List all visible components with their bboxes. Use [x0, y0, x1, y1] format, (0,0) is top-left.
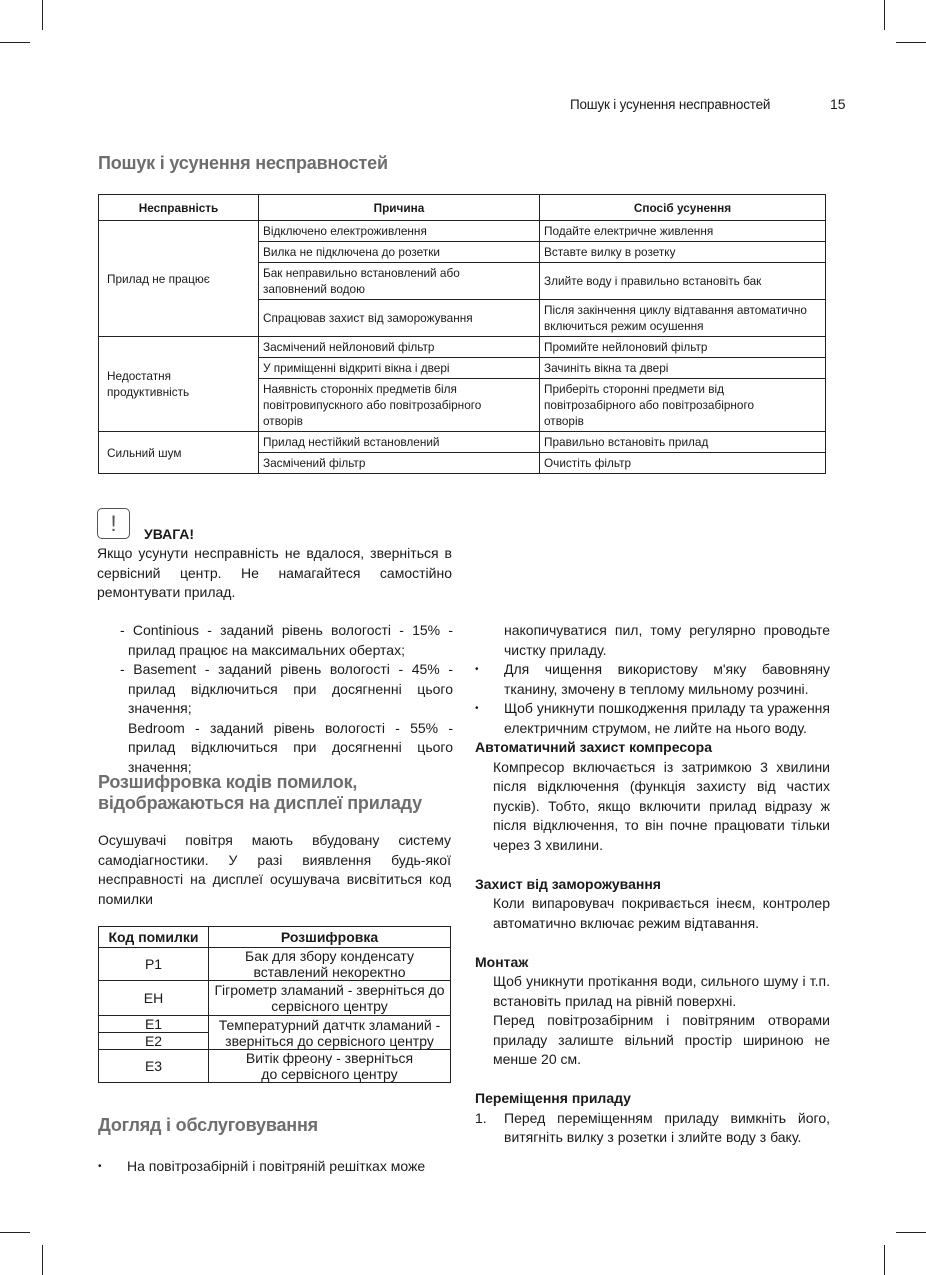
exclamation-icon: ! — [97, 508, 130, 539]
code-cell: EH — [99, 981, 209, 1016]
troubleshooting-table — [98, 194, 826, 474]
table-row — [99, 432, 826, 453]
fix-cell: Подайте електричне живлення — [540, 221, 826, 242]
meaning-cell: Гігрометр зламаний - зверніться до сервісного центру — [209, 981, 451, 1016]
table-header-row — [99, 927, 451, 948]
numbered-item — [475, 1109, 830, 1148]
fix-cell: Очистіть фільтр — [540, 453, 826, 474]
subheading-install: Монтаж — [475, 953, 529, 970]
fix-cell: Вставте вилку в розетку — [540, 242, 826, 263]
running-header: Пошук і усунення несправностей — [570, 97, 771, 112]
cause-cell: Бак неправильно встановлений або заповнений водою — [259, 263, 540, 300]
table-row — [99, 1050, 451, 1083]
install-text-2: Перед повітрозабірним і повітряним отворами приладу залиште вільний простір шириною не менше 20 см. — [493, 1012, 830, 1067]
issue-cell: Прилад не працює — [99, 221, 259, 337]
crop-mark — [884, 0, 885, 30]
fix-cell: Зачиніть вікна та двері — [540, 358, 826, 379]
warning-text: Якщо усунути несправність не вдалося, зверніться в сервісний центр. Не намагайтеся самостійно ремонтувати прилад. — [97, 545, 452, 600]
crop-mark — [0, 1232, 30, 1233]
list-item-continued — [475, 621, 830, 660]
fix-cell: Правильно встановіть прилад — [540, 432, 826, 453]
column-header: Несправність — [99, 195, 259, 221]
mode-item: - Basement - заданий рівень вологості - 45% - прилад відключиться при досягненні цього значення; — [120, 661, 453, 716]
table-row — [99, 981, 451, 1016]
table-header-row — [99, 195, 826, 221]
table-row — [99, 948, 451, 981]
issue-cell: Сильний шум — [99, 432, 259, 474]
code-cell: E3 — [99, 1050, 209, 1083]
list-item — [475, 699, 830, 738]
table-row — [99, 1016, 451, 1033]
crop-mark — [42, 0, 43, 30]
column-header: Спосіб усунення — [540, 195, 826, 221]
title-line: відображаються на дисплеї приладу — [98, 793, 422, 813]
care-bullet-first — [98, 1157, 453, 1177]
subheading-compressor: Автоматичний захист компресора — [475, 739, 712, 755]
cause-cell: Засмічений фільтр — [259, 453, 540, 474]
bullet-text: Для чищення використову м'яку бавовняну тканину, змочену в теплому мильному розчині. — [504, 661, 830, 697]
meaning-cell: Температурний датчтк зламаний - зверніться до сервісного центру — [209, 1016, 451, 1050]
fix-cell: Приберіть сторонні предмети від повітрозабірного або повітрозабірного отворів — [540, 379, 826, 432]
bullet-icon: • — [475, 664, 479, 675]
column-header: Розшифровка — [209, 927, 451, 948]
list-item — [475, 660, 830, 699]
cause-cell: Вилка не підключена до розетки — [259, 242, 540, 263]
crop-mark — [0, 42, 30, 43]
code-cell: P1 — [99, 948, 209, 981]
code-cell: E2 — [99, 1033, 209, 1050]
warning-title: УВАГА! — [144, 526, 195, 542]
issue-cell: Недостатня продуктивність — [99, 337, 259, 432]
error-codes-table — [98, 926, 451, 1083]
section-title-error-codes — [98, 772, 422, 814]
bullet-icon: • — [475, 703, 479, 714]
column-header: Код помилки — [99, 927, 209, 948]
item-number: 1. — [475, 1109, 487, 1126]
table-row — [99, 337, 826, 358]
crop-mark — [896, 1232, 926, 1233]
bullet-icon: • — [98, 1161, 102, 1172]
crop-mark — [884, 1245, 885, 1275]
humidity-modes-list — [120, 621, 453, 777]
meaning-cell: Бак для збору конденсату вставлений некоректно — [209, 948, 451, 981]
fix-cell: Після закінчення циклу відтавання автоматично включиться режим осушення — [540, 300, 826, 337]
cause-cell: Засмічений нейлоновий фільтр — [259, 337, 540, 358]
section-title-troubleshooting: Пошук і усунення несправностей — [98, 153, 388, 173]
fix-cell: Промийте нейлоновий фільтр — [540, 337, 826, 358]
freeze-text: Коли випаровувач покривається інеєм, контролер автоматично включає режим відтавання. — [493, 895, 830, 931]
bullet-text: На повітрозабірній і повітряній решітках може — [127, 1158, 426, 1174]
bullet-text: Щоб уникнути пошкодження приладу та ураження електричним струмом, не лийте на нього воду. — [504, 700, 830, 736]
meaning-cell: Витік фреону - зверніться до сервісного центру — [209, 1050, 451, 1083]
install-text-1: Щоб уникнути протікання води, сильного шуму і т.п. встановіть прилад на рівній поверхні. — [493, 973, 830, 1009]
item-text: Перед переміщенням приладу вимкніть його, витягніть вилку з розетки і злийте воду з баку. — [504, 1109, 830, 1145]
code-cell: E1 — [99, 1016, 209, 1033]
bullet-text: накопичуватися пил, тому регулярно проводьте чистку приладу. — [504, 622, 830, 658]
table-row — [99, 221, 826, 242]
title-line: Розшифровка кодів помилок, — [98, 772, 358, 792]
cause-cell: У приміщенні відкриті вікна і двері — [259, 358, 540, 379]
cause-cell: Прилад нестійкий встановлений — [259, 432, 540, 453]
cause-cell: Спрацював захист від заморожування — [259, 300, 540, 337]
list-item — [98, 1157, 453, 1177]
error-codes-intro: Осушувачі повітря мають вбудовану систему самодіагностики. У разі виявлення будь-якої несправності на дисплеї осушувача висвітиться код помилки — [98, 832, 451, 907]
crop-mark — [42, 1245, 43, 1275]
cause-cell: Відключено електроживлення — [259, 221, 540, 242]
fix-cell: Злийте воду і правильно встановіть бак — [540, 263, 826, 300]
compressor-text: Компресор включається із затримкою 3 хвилини після відключення (функція захисту від частих пусків). Тобто, якщо включити прилад відразу ж після відключення, то він почне працювати тільки через 3 хвилини. — [493, 758, 830, 853]
subheading-freeze: Захист від заморожування — [475, 875, 661, 892]
right-column — [475, 621, 830, 1148]
cause-cell: Наявність сторонніх предметів біля повітровипускного або повітрозабірного отворів — [259, 379, 540, 432]
subheading-moving: Переміщення приладу — [475, 1090, 631, 1106]
mode-item: Bedroom - заданий рівень вологості - 55% - прилад відключиться при досягненні цього значення; — [128, 719, 453, 775]
mode-item: - Continious - заданий рівень вологості - 15% - прилад працює на максимальних обертах; — [120, 622, 453, 658]
crop-mark — [896, 42, 926, 43]
section-title-care: Догляд і обслуговування — [98, 1115, 318, 1135]
column-header: Причина — [259, 195, 540, 221]
page-number: 15 — [830, 96, 846, 112]
